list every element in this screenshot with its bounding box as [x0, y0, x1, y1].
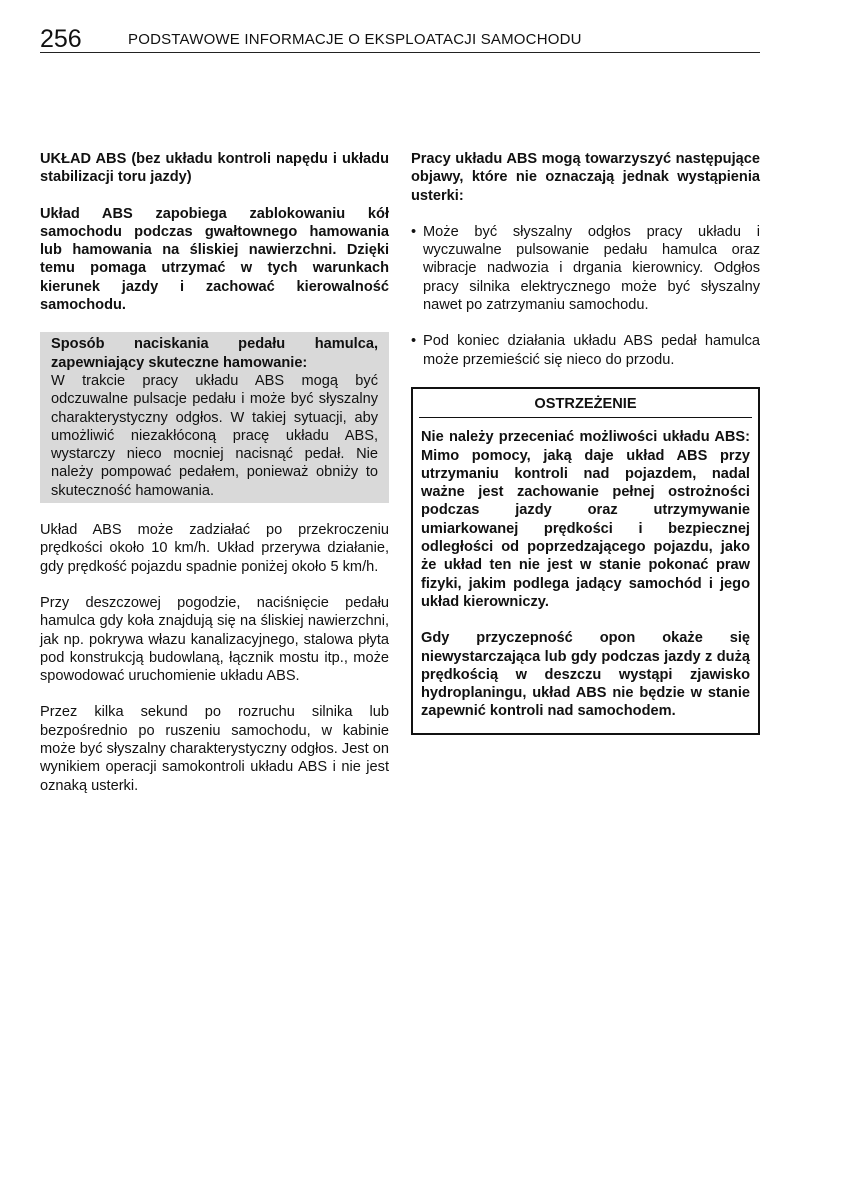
list-item-text: Może być słyszalny odgłos pracy układu i wyczuwalne pulsowanie pedału hamulca oraz wibracje nadwozia i drgania kierownicy. Odgłos pracy silnika elektrycznego może być słyszalny nawet po zatrzymaniu samochodu. [423, 223, 760, 314]
symptoms-intro: Pracy układu ABS mogą towarzyszyć następujące objawy, które nie oznaczają jednak wystąpienia usterki: [411, 151, 760, 204]
left-column [40, 150, 389, 813]
running-title: PODSTAWOWE INFORMACJE O EKSPLOATACJI SAMOCHODU [128, 31, 582, 48]
warning-body [413, 418, 758, 732]
list-item [411, 332, 760, 369]
page-header [40, 26, 760, 53]
warning-box [411, 387, 760, 735]
warning-paragraph: Nie należy przeceniać możliwości układu ABS: Mimo pomocy, jaką daje układ ABS przy utrzymaniu kontroli nad pojazdem, nadal ważne jest zachowanie pełnej ostrożności podczas jazdy oraz utrzymywanie umiarkowanej prędkości i bezpiecznej odległości od poprzedzającego pojazdu, jako że układ ten nie jest w stanie pokonać praw fizyki, jakim podlega jadący samochód i jego układ kierowniczy. [421, 429, 750, 610]
right-column [411, 150, 760, 735]
braking-tip-box [40, 332, 389, 503]
section-heading: UKŁAD ABS (bez układu kontroli napędu i układu stabilizacji toru jazdy) [40, 151, 389, 186]
rain-paragraph: Przy deszczowej pogodzie, naciśnięcie pedału hamulca gdy koła znajdują się na śliskiej nawierzchni, jak np. pokrywa włazu kanalizacyjnego, stalowa płyta pod konstrukcją budowlaną, łącznik mostu itp., może spowodować uruchomienie układu ABS. [40, 594, 389, 685]
list-item-text: Pod koniec działania układu ABS pedał hamulca może przemieścić się nieco do przodu. [423, 333, 760, 368]
intro-paragraph: Układ ABS zapobiega zablokowaniu kół samochodu podczas gwałtownego hamowania lub hamowania na śliskiej nawierzchni. Dzięki temu pomaga utrzymać w tych warunkach kierunek jazdy i zachować kierowalność samochodu. [40, 205, 389, 314]
bullet-icon: • [411, 223, 417, 240]
warning-title: OSTRZEŻENIE [419, 389, 752, 418]
list-item [411, 223, 760, 314]
page-number: 256 [40, 25, 82, 53]
symptoms-list [411, 223, 760, 369]
braking-tip-title: Sposób naciskania pedału hamulca, zapewniający skuteczne hamowanie: [51, 336, 378, 371]
braking-tip-text: W trakcie pracy układu ABS mogą być odczuwalne pulsacje pedału i może być słyszalny charakterystyczny odgłos. W takiej sytuacji, aby umożliwić niezakłóconą pracę układu ABS, wystarczy nieco mocniej nacisnąć pedał. Nie należy pompować pedałem, ponieważ obniży to skuteczność hamowania. [51, 372, 378, 499]
warning-paragraph: Gdy przyczepność opon okaże się niewystarczająca lub gdy podczas jazdy z dużą prędkością w deszczu wystąpi zjawisko hydroplaningu, układ ABS nie będzie w stanie zapewnić kontroli nad samochodem. [421, 630, 750, 720]
abs-speed-paragraph: Układ ABS może zadziałać po przekroczeniu prędkości około 10 km/h. Układ przerywa działanie, gdy prędkość pojazdu spadnie poniżej około 5 km/h. [40, 522, 389, 575]
bullet-icon: • [411, 333, 417, 350]
self-check-paragraph: Przez kilka sekund po rozruchu silnika lub bezpośrednio po ruszeniu samochodu, w kabinie może być słyszalny charakterystyczny odgłos. Jest on wynikiem operacji samokontroli układu ABS i nie jest oznaką usterki. [40, 704, 389, 794]
